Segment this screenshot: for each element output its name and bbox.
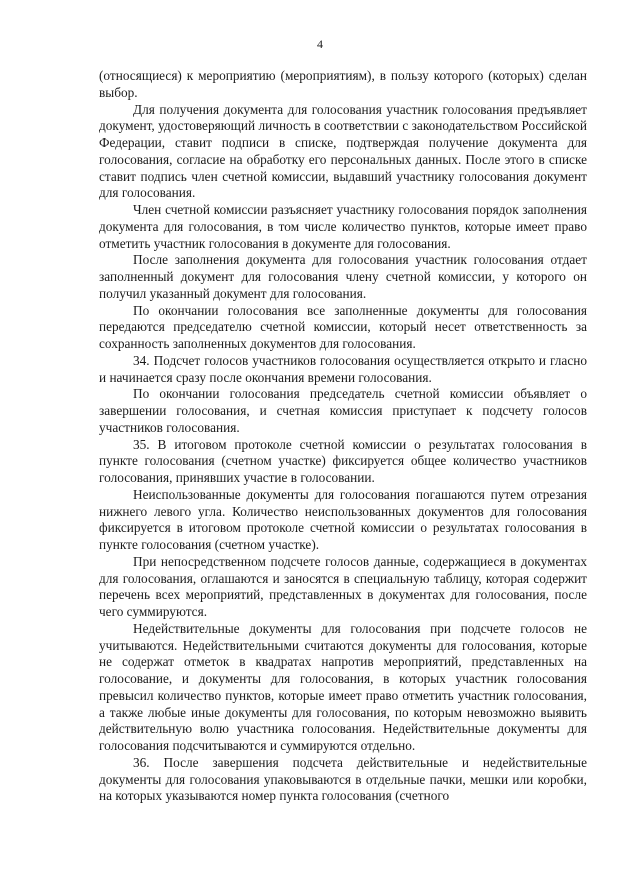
document-body [99, 68, 587, 805]
paragraph-direct-count: При непосредственном подсчете голосов данные, содержащиеся в документах для голосования, оглашаются и заносятся в специальную таблицу, которая содержит перечень всех мероприятий, представленных в документах для голосования, после чего суммируются. [99, 553, 587, 619]
paragraph-item-34: 34. Подсчет голосов участников голосования осуществляется открыто и гласно и начинается сразу после окончания времени голосования. [99, 352, 587, 385]
paragraph-counting-start: По окончании голосования председатель счетной комиссии объявляет о завершении голосования, и счетная комиссия приступает к подсчету голосов участников голосования. [99, 386, 587, 435]
paragraph-unused-ballots: Неиспользованные документы для голосования погашаются путем отрезания нижнего левого угла. Количество неиспользованных документов для голосования фиксируется в итоговом протоколе счетной комиссии о результатах голосования в пункте голосования (счетном участке). [99, 486, 587, 552]
paragraph-item-35: 35. В итоговом протоколе счетной комиссии о результатах голосования в пункте голосования (счетном участке) фиксируется общее количество участников голосования, принявших участие в голосовании. [99, 436, 587, 485]
paragraph-commission-explains: Член счетной комиссии разъясняет участнику голосования порядок заполнения документа для голосования, в том числе количество пунктов, которые имеет право отметить участник голосования в документе для голосования. [99, 202, 587, 251]
paragraph-item-36: 36. После завершения подсчета действительные и недействительные документы для голосования упаковываются в отдельные пачки, мешки или коробки, на которых указываются номер пункта голосования (счетного [99, 754, 587, 804]
paragraph-ballot-issuance: Для получения документа для голосования участник голосования предъявляет документ, удостоверяющий личность в соответствии с законодательством Российской Федерации, ставит подписи в списке, подтверждая получение документа для голосования, согласие на обработку его персональных данных. После этого в списке ставит подпись член счетной комиссии, выдавший участнику голосования документ для голосования. [99, 101, 587, 201]
paragraph-continuation: (относящиеся) к мероприятию (мероприятиям), в пользу которого (которых) сделан выбор. [99, 68, 587, 100]
paragraph-end-of-voting: По окончании голосования все заполненные документы для голосования передаются председателю счетной комиссии, который несет ответственность за сохранность заполненных документов для голосования. [99, 302, 587, 351]
paragraph-invalid-ballots: Недействительные документы для голосования при подсчете голосов не учитываются. Недействительными считаются документы для голосования, которые не содержат отметок в квадратах напротив мероприятий, представленных на голосование, и документы для голосования, в которых участник голосования превысил количество пунктов, которые имеет право отметить участник голосования, а также любые иные документы для голосования, по которым невозможно выявить действительную волю участника голосования. Недействительные документы для голосования подсчитываются и суммируются отдельно. [99, 620, 587, 753]
paragraph-return-ballot: После заполнения документа для голосования участник голосования отдает заполненный документ для голосования члену счетной комиссии, у которого он получил указанный документ для голосования. [99, 252, 587, 301]
page-number: 4 [317, 37, 323, 51]
